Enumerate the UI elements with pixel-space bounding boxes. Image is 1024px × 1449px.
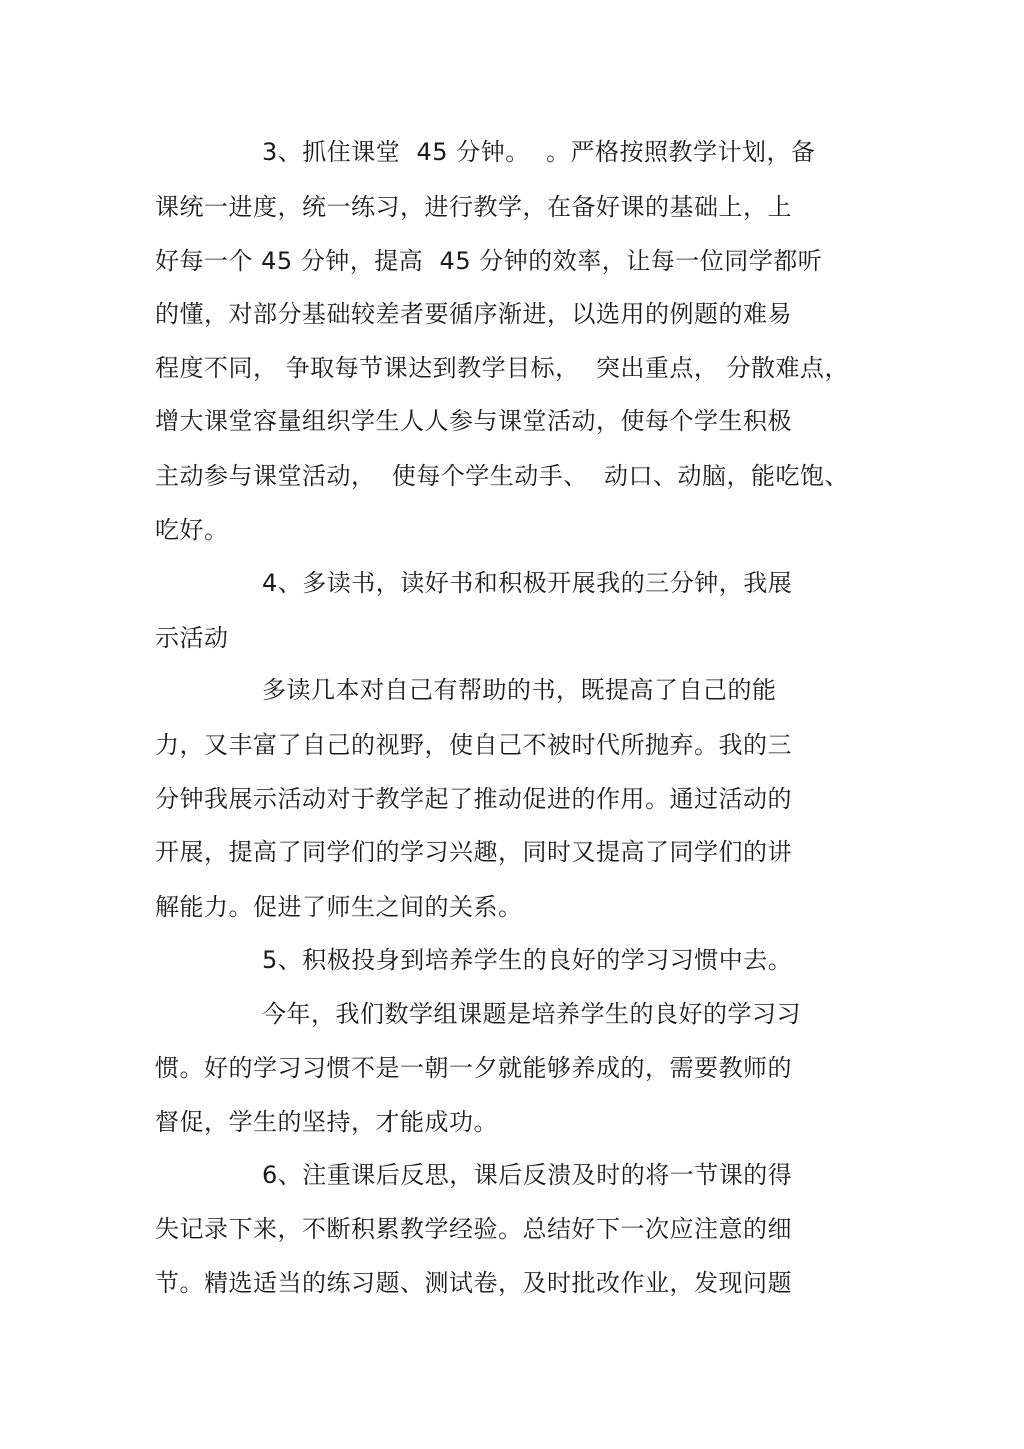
paragraph-line: 节。精选适当的练习题、测试卷，及时批改作业，发现问题	[155, 1269, 792, 1297]
paragraph-line: 5、积极投身到培养学生的良好的学习习惯中去。	[262, 946, 793, 974]
paragraph-line: 惯。好的学习习惯不是一朝一夕就能够养成的，需要教师的	[155, 1054, 792, 1082]
paragraph-line: 增大课堂容量组织学生人人参与课堂活动，使每个学生积极	[155, 407, 792, 435]
paragraph-line: 吃好。	[155, 516, 229, 544]
paragraph-line: 3、抓住课堂 45 分钟。 。严格按照教学计划，备	[262, 138, 816, 166]
paragraph-line: 好每一个 45 分钟，提高 45 分钟的效率，让每一位同学都听	[155, 247, 823, 275]
paragraph-line: 今年，我们数学组课题是培养学生的良好的学习习	[262, 1000, 801, 1028]
paragraph-line: 程度不同， 争取每节课达到教学目标， 突出重点， 分散难点，	[155, 354, 850, 382]
paragraph-line: 示活动	[155, 624, 229, 652]
paragraph-line: 4、多读书，读好书和积极开展我的三分钟，我展	[262, 569, 793, 597]
paragraph-line: 课统一进度，统一练习，进行教学，在备好课的基础上，上	[155, 193, 792, 221]
paragraph-line: 多读几本对自己有帮助的书，既提高了自己的能	[262, 676, 777, 704]
paragraph-line: 分钟我展示活动对于教学起了推动促进的作用。通过活动的	[155, 785, 792, 813]
paragraph-line: 6、注重课后反思，课后反溃及时的将一节课的得	[262, 1161, 793, 1189]
paragraph-line: 解能力。促进了师生之间的关系。	[155, 893, 523, 921]
paragraph-line: 督促，学生的坚持，才能成功。	[155, 1108, 498, 1136]
paragraph-line: 开展，提高了同学们的学习兴趣，同时又提高了同学们的讲	[155, 838, 792, 866]
paragraph-line: 失记录下来，不断积累教学经验。总结好下一次应注意的细	[155, 1215, 792, 1243]
paragraph-line: 主动参与课堂活动， 使每个学生动手、 动口、动脑，能吃饱、	[155, 462, 850, 490]
paragraph-line: 的懂，对部分基础较差者要循序渐进，以选用的例题的难易	[155, 300, 792, 328]
paragraph-line: 力，又丰富了自己的视野，使自己不被时代所抛弃。我的三	[155, 731, 792, 759]
